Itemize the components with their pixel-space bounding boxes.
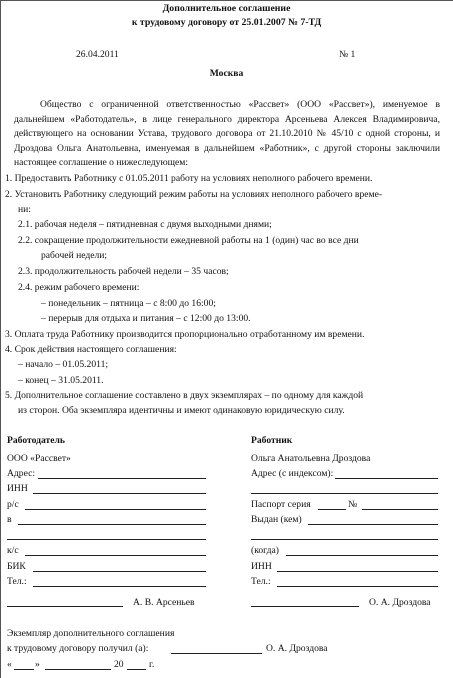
employee-passport-series-field[interactable] [318, 509, 346, 510]
clause-2-cont: ни: [18, 204, 31, 215]
page-border-top [0, 0, 453, 1]
clause-2-4-item-2: – перерыв для отдыха и питания – с 12:00 до 13:00. [41, 313, 251, 324]
employee-phone-field[interactable] [277, 586, 438, 587]
employer-bik-field[interactable] [33, 571, 206, 572]
employer-inn-field[interactable] [33, 493, 206, 494]
receipt-quote-close: » [35, 659, 40, 670]
receipt-year-prefix: 20 [114, 659, 124, 670]
clause-5-cont: из сторон. Оба экземпляра идентичны и имеют одинаковую юридическую силу. [18, 405, 345, 416]
employer-inn-label: ИНН [7, 483, 28, 494]
employer-bank-label: в [7, 514, 12, 525]
employee-signature-line[interactable] [251, 606, 359, 607]
employer-corr-label: к/с [7, 545, 19, 556]
receipt-year-suffix: г. [149, 659, 155, 670]
clause-4-end: – конец – 31.05.2011. [18, 375, 104, 386]
employer-bik-label: БИК [7, 561, 26, 572]
clause-2-4-item-1: – понедельник – пятница – с 8:00 до 16:00; [41, 298, 216, 309]
document-title: Дополнительное соглашение [162, 3, 291, 14]
employer-phone-field[interactable] [33, 586, 206, 587]
document-city: Москва [209, 68, 244, 79]
employer-account-field[interactable] [25, 509, 206, 510]
receipt-day-field[interactable] [14, 669, 34, 670]
employer-corr-field[interactable] [25, 555, 206, 556]
employee-when-field[interactable] [286, 555, 438, 556]
employee-address-field[interactable] [335, 478, 438, 479]
clause-3: 3. Оплата труда Работнику производится пропорционально отработанному им времени. [5, 329, 365, 340]
employee-issued-label: Выдан (кем) [251, 514, 302, 525]
receipt-signer-name: О. А. Дроздова [266, 643, 328, 654]
employer-bank-field[interactable] [18, 524, 206, 525]
receipt-month-field[interactable] [45, 669, 111, 670]
clause-2-3: 2.3. продолжительность рабочей недели – 35 часов; [18, 266, 229, 277]
clause-2: 2. Установить Работнику следующий режим работы на условиях неполного рабочего време- [5, 189, 383, 200]
page-border-left [0, 0, 1, 678]
employer-signature-line[interactable] [7, 606, 123, 607]
employee-inn-label: ИНН [251, 561, 272, 572]
employer-address-label: Адрес: [7, 468, 36, 479]
employer-phone-label: Тел.: [7, 576, 27, 587]
receipt-quote-open: « [7, 659, 12, 670]
clause-2-2: 2.2. сокращение продолжительности ежедневной работы на 1 (один) час во все дни [18, 235, 359, 246]
employee-address-label: Адрес (с индексом): [251, 468, 334, 479]
employee-passport-no-label: № [348, 499, 358, 510]
receipt-line-1: Экземпляр дополнительного соглашения [7, 628, 175, 639]
document-subtitle: к трудовому договору от 25.01.2007 № 7-ТД [131, 17, 322, 28]
intro-paragraph: Общество с ограниченной ответственностью «Рассвет» (ООО «Рассвет»), именуемое в дальнейшем «Работодатель», в лице генерального директора Арсеньева Алексея Владимировича, действующего на основании Устава, трудового договора от 21.10.2010 № 45/10 с одной стороны, и Дроздова Ольга Анатольевна, именуемая в дальнейшем «Работник», с другой стороны заключили настоящее соглашение о нижеследующем: [14, 99, 440, 169]
employee-address-field-2[interactable] [251, 493, 438, 494]
employee-passport-label: Паспорт серия [251, 499, 311, 510]
employer-address-field[interactable] [38, 478, 206, 479]
employee-issued-field[interactable] [308, 524, 438, 525]
document-number: № 1 [339, 49, 356, 60]
clause-2-4: 2.4. режим рабочего времени: [18, 282, 140, 293]
employer-bank-field-2[interactable] [7, 539, 206, 540]
employee-heading: Работник [251, 435, 293, 446]
receipt-year-field[interactable] [127, 669, 146, 670]
receipt-signature-line[interactable] [171, 653, 262, 654]
employer-signature-name: А. В. Арсеньев [133, 597, 195, 608]
clause-2-1: 2.1. рабочая неделя – пятидневная с двумя выходными днями; [18, 219, 272, 230]
clause-2-2-cont: рабочей недели; [41, 250, 108, 261]
employee-phone-label: Тел.: [251, 576, 271, 587]
employee-when-label: (когда) [251, 545, 279, 556]
clause-4: 4. Срок действия настоящего соглашения: [5, 344, 177, 355]
employee-passport-number-field[interactable] [362, 509, 438, 510]
receipt-line-2: к трудовому договору получил (а): [7, 643, 149, 654]
clause-5: 5. Дополнительное соглашение составлено в двух экземплярах – по одному для каждой [5, 390, 364, 401]
document-date: 26.04.2011 [76, 49, 119, 60]
clause-4-start: – начало – 01.05.2011; [18, 359, 109, 370]
employee-name: Ольга Анатольевна Дроздова [251, 453, 371, 464]
employee-issued-field-2[interactable] [251, 539, 438, 540]
employer-heading: Работодатель [7, 435, 65, 446]
employer-account-label: р/с [7, 499, 19, 510]
employer-name: ООО «Рассвет» [7, 453, 71, 464]
employee-inn-field[interactable] [277, 571, 438, 572]
clause-1: 1. Предоставить Работнику с 01.05.2011 работу на условиях неполного рабочего времени. [5, 173, 373, 184]
employee-signature-name: О. А. Дроздова [369, 597, 431, 608]
